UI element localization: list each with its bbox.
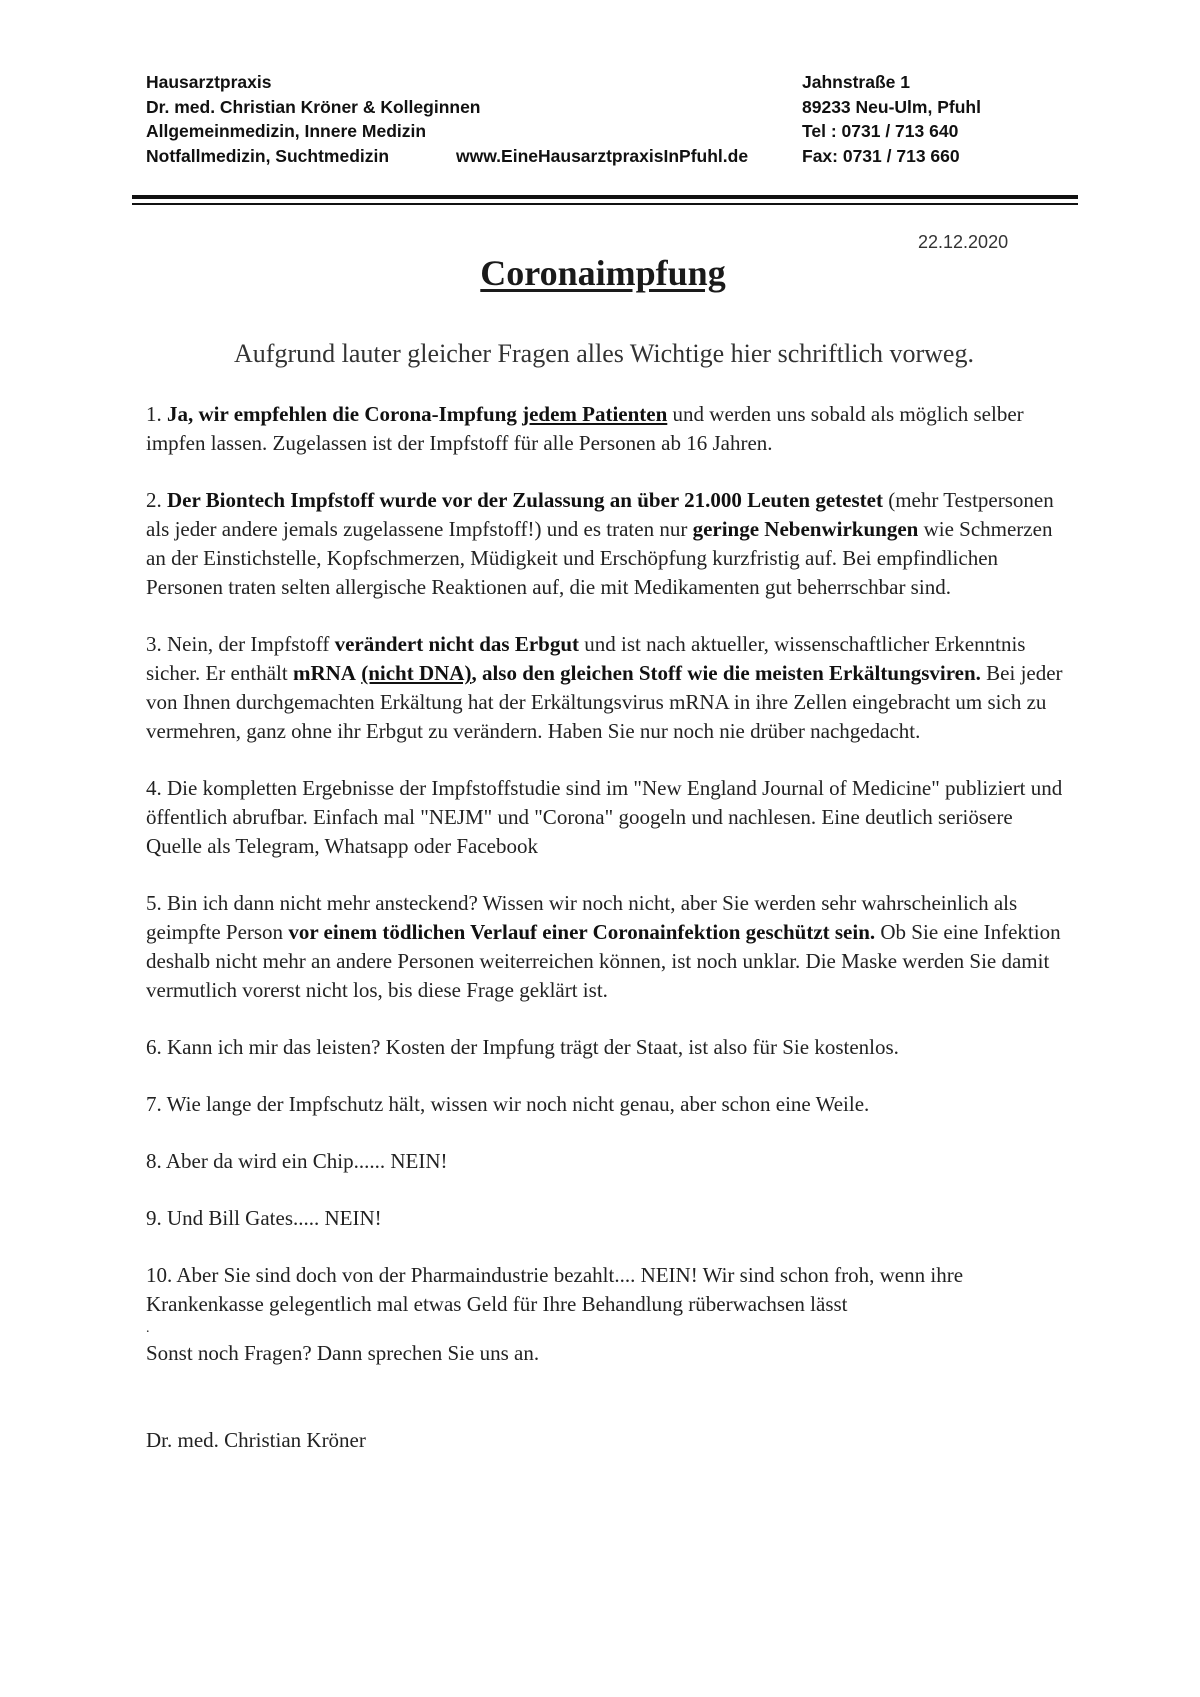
body-text: und werden uns sobald als möglich selber impfen lassen. Zugelassen ist der Impfstoff für alle Personen ab 16 Jahren. [146,402,1024,455]
paragraph-1 [146,400,1066,458]
stray-period: . [146,1321,150,1336]
body-text: Wie lange der Impfschutz hält, wissen wir noch nicht genau, aber schon eine Weile. [166,1092,870,1116]
paragraph-9 [146,1204,1066,1233]
paragraph-number: 9. [146,1206,162,1230]
paragraph-8 [146,1147,1066,1176]
body-text: und ist nach aktueller, wissenschaftlicher Erkenntnis sicher. Er enthält [146,632,1026,685]
paragraph-number: 2. [146,488,162,512]
paragraph-7 [146,1090,1066,1119]
body-text: (mehr Testpersonen als jeder andere jemals zugelassene Impfstoff!) und es traten nur [146,488,1054,541]
body-text: Nein, der Impfstoff [167,632,330,656]
document-title: Coronaimpfung [480,253,726,293]
document-body [146,400,1066,1455]
body-text: Und Bill Gates..... NEIN! [167,1206,382,1230]
body-text: Aber da wird ein Chip...... NEIN! [165,1149,448,1173]
city-address: 89233 Neu-Ulm, Pfuhl [802,96,981,117]
bold-text: Ja, wir empfehlen die Corona-Impfung [167,402,517,426]
paragraph-number: 5. [146,891,162,915]
body-text: Die kompletten Ergebnisse der Impfstoffstudie sind im "New England Journal of Medicine" publiziert und öffentlich abrufbar. Einfach mal "NEJM" und "Corona" googeln und nachlesen. Eine deutlich seriösere Quelle als Telegram, Whatsapp oder Facebook [146,776,1063,858]
signature: Dr. med. Christian Kröner [146,1428,366,1452]
bold-text: verändert nicht das Erbgut [334,632,580,656]
paragraph-6 [146,1033,1066,1062]
phone-number: Tel : 0731 / 713 640 [802,121,959,142]
bold-text: geringe Nebenwirkungen [692,517,919,541]
website-link[interactable]: www.EineHausarztpraxisInPfuhl.de [456,145,749,166]
practice-name: Hausarztpraxis [146,72,272,92]
body-text: Ob Sie eine Infektion deshalb nicht mehr an andere Personen weiterreichen können, ist noch unklar. Die Maske werden Sie damit vermutlich vorerst nicht los, bis diese Frage geklärt ist. [146,920,1061,1002]
document-date: 22.12.2020 [918,232,1009,252]
body-text: Kann ich mir das leisten? Kosten der Impfung trägt der Staat, ist also für Sie kostenlos. [167,1035,899,1059]
paragraph-2 [146,486,1066,602]
paragraph-number: 8. [146,1149,162,1173]
body-text: wie Schmerzen an der Einstichstelle, Kopfschmerzen, Müdigkeit und Erschöpfung kurzfristig auf. Bei empfindlichen Personen traten selten allergische Reaktionen auf, die mit Medikamenten gut beherrschbar sind. [146,517,1053,599]
bold-text: , also den gleichen Stoff wie die meisten Erkältungsviren. [471,661,981,685]
paragraph-4 [146,774,1066,861]
specialties-line-1: Allgemeinmedizin, Innere Medizin [146,121,427,142]
paragraph-3 [146,630,1066,746]
body-text: Bin ich dann nicht mehr ansteckend? Wissen wir noch nicht, aber Sie werden sehr wahrscheinlich als geimpfte Person [146,891,1018,944]
letterhead-divider-thick [132,195,1078,199]
underlined-bold-text: (nicht DNA) [361,661,472,685]
document-subtitle: Aufgrund lauter gleicher Fragen alles Wichtige hier schriftlich vorweg. [234,339,974,368]
paragraph-number: 7. [146,1092,162,1116]
fax-number: Fax: 0731 / 713 660 [802,145,960,166]
specialties-line-2 [146,144,786,169]
paragraph-number: 10. [146,1263,173,1287]
paragraph-number: 6. [146,1035,162,1059]
bold-text: Der Biontech Impfstoff wurde vor der Zulassung an über 21.000 Leuten getestet [167,488,883,512]
letterhead-divider-thin [132,203,1078,205]
letterhead-practice-info [146,70,786,168]
paragraph-number: 4. [146,776,162,800]
bold-text: mRNA [292,661,356,685]
specialties-line-2-text: Notfallmedizin, Suchtmedizin [146,145,390,166]
paragraph-5 [146,889,1066,1005]
closing-line: Sonst noch Fragen? Dann sprechen Sie uns an. [146,1341,540,1365]
paragraph-number: 3. [146,632,162,656]
body-text: Bei jeder von Ihnen durchgemachten Erkältung hat der Erkältungsvirus mRNA in ihre Zellen eingebracht um sich zu vermehren, ganz ohne ihr Erbgut zu verändern. Haben Sie nur noch nie drüber nachgedacht. [146,661,1063,743]
paragraph-number: 1. [146,402,162,426]
doctor-name: Dr. med. Christian Kröner & Kolleginnen [146,96,481,117]
letterhead-contact-info [802,70,1102,168]
bold-text: vor einem tödlichen Verlauf einer Coronainfektion geschützt sein. [288,920,876,944]
street-address: Jahnstraße 1 [802,72,910,92]
underlined-bold-text: jedem Patienten [522,402,668,426]
paragraph-10 [146,1261,1066,1319]
body-text: Aber Sie sind doch von der Pharmaindustrie bezahlt.... NEIN! Wir sind schon froh, wenn ihre Krankenkasse gelegentlich mal etwas Geld für Ihre Behandlung rüberwachsen lässt [146,1263,964,1316]
